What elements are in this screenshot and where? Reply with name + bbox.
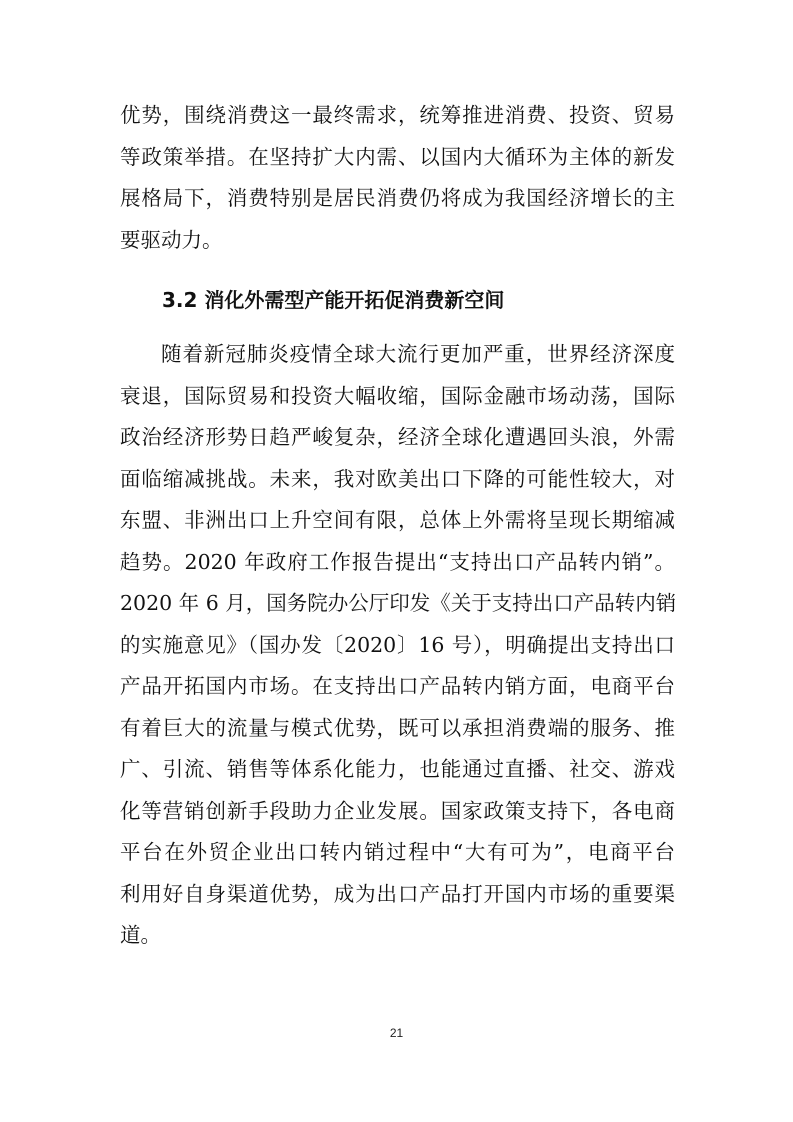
paragraph-line: 面临缩减挑战。未来，我对欧美出口下降的可能性较大，对	[120, 466, 675, 491]
section-title: 消化外需型产能开拓促消费新空间	[204, 288, 505, 312]
paragraph-line: 的实施意见》（国办发〔2020〕16 号），明确提出支持出口	[120, 632, 675, 657]
section-heading	[162, 284, 504, 316]
paragraph-line: 利用好自身渠道优势，成为出口产品打开国内市场的重要渠	[120, 881, 675, 906]
paragraph-line: 衰退，国际贸易和投资大幅收缩，国际金融市场动荡，国际	[120, 383, 675, 408]
paragraph-line: 随着新冠肺炎疫情全球大流行更加严重，世界经济深度	[161, 342, 675, 366]
paragraph-line: 要驱动力。	[120, 227, 223, 252]
paragraph-line: 优势，围绕消费这一最终需求，统筹推进消费、投资、贸易	[120, 103, 675, 127]
paragraph-line: 化等营销创新手段助力企业发展。国家政策支持下，各电商	[120, 798, 675, 823]
body-paragraph	[120, 334, 675, 957]
paragraph-line: 政治经济形势日趋严峻复杂，经济全球化遭遇回头浪，外需	[120, 425, 675, 449]
paragraph-line: 道。	[120, 923, 161, 947]
paragraph-line: 平台在外贸企业出口转内销过程中“大有可为”，电商平台	[120, 840, 675, 864]
paragraph-line: 2020 年 6 月，国务院办公厅印发《关于支持出口产品转内销	[120, 591, 677, 615]
paragraph-line: 广、引流、销售等体系化能力，也能通过直播、社交、游戏	[120, 757, 675, 781]
page-number: 21	[389, 1026, 404, 1040]
paragraph-line: 产品开拓国内市场。在支持出口产品转内销方面，电商平台	[120, 674, 675, 698]
section-number: 3.2	[162, 288, 198, 312]
paragraph-line: 展格局下，消费特别是居民消费仍将成为我国经济增长的主	[120, 186, 675, 210]
intro-paragraph	[120, 95, 675, 261]
paragraph-line: 趋势。2020 年政府工作报告提出“支持出口产品转内销”。	[120, 549, 675, 574]
paragraph-line: 有着巨大的流量与模式优势，既可以承担消费端的服务、推	[120, 715, 675, 740]
paragraph-line: 东盟、非洲出口上升空间有限，总体上外需将呈现长期缩减	[120, 508, 675, 532]
paragraph-line: 等政策举措。在坚持扩大内需、以国内大循环为主体的新发	[120, 144, 675, 169]
